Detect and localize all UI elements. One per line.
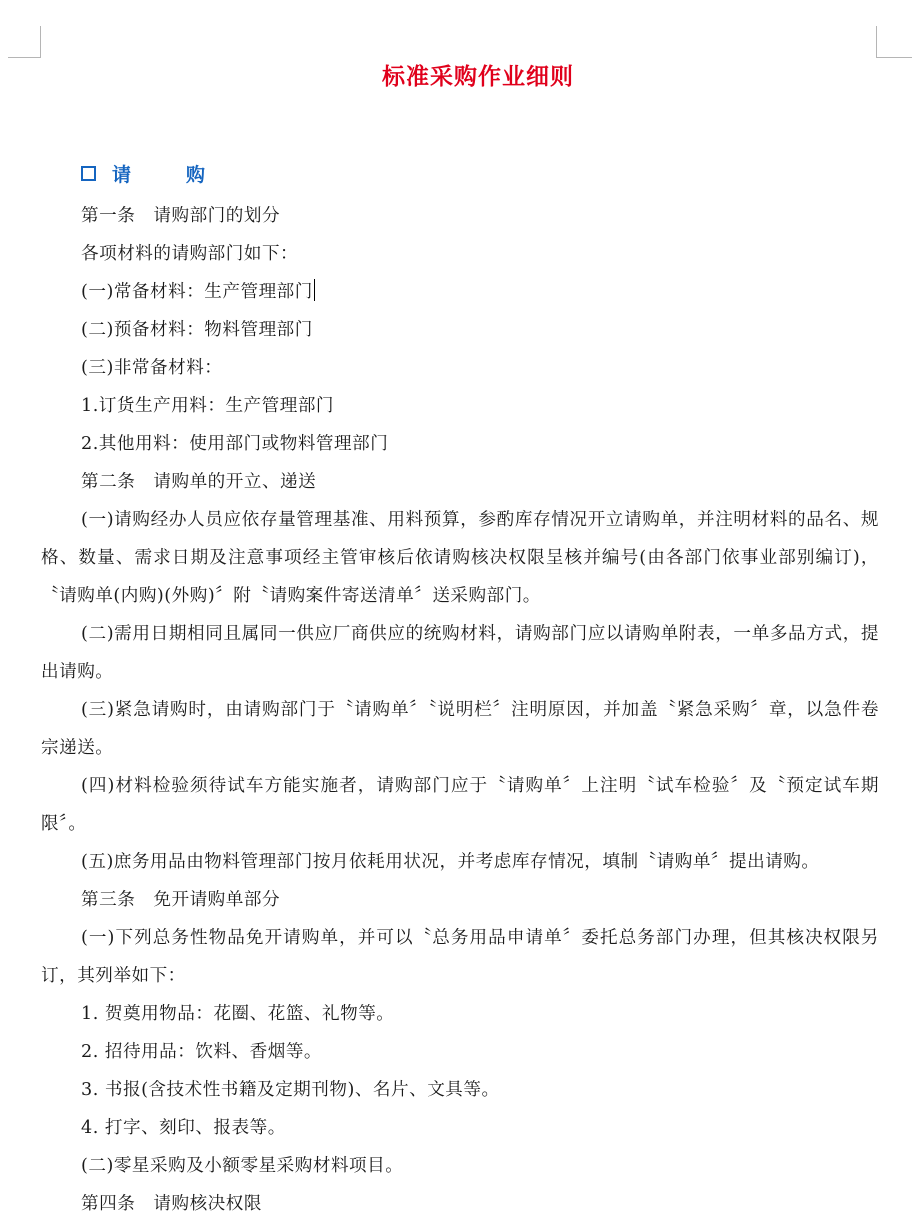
paragraph: (四)材料检验须待试车方能实施者，请购部门应于〝请购单〞上注明〝试车检验〞及〝预定试车期限〞。 bbox=[41, 776, 879, 834]
paragraph: 2. 招待用品：饮料、香烟等。 bbox=[81, 1042, 323, 1062]
paragraph: 1.订货生产用料：生产管理部门 bbox=[81, 396, 335, 416]
section-heading bbox=[81, 160, 223, 187]
paragraph-with-cursor bbox=[41, 273, 879, 311]
text-cursor bbox=[314, 279, 315, 301]
paragraph: (一)下列总务性物品免开请购单，并可以〝总务用品申请单〞委托总务部门办理，但其核决权限另订，其列举如下： bbox=[41, 928, 879, 986]
paragraph: (三)紧急请购时，由请购部门于〝请购单〞〝说明栏〞注明原因，并加盖〝紧急采购〞章，以急件卷宗递送。 bbox=[41, 700, 879, 758]
paragraph: (二)预备材料：物料管理部门 bbox=[81, 320, 313, 340]
paragraph: (三)非常备材料： bbox=[81, 358, 223, 378]
paragraph: 2.其他用料：使用部门或物料管理部门 bbox=[81, 434, 389, 454]
paragraph: 1. 贺奠用物品：花圈、花篮、礼物等。 bbox=[81, 1004, 395, 1024]
paragraph: 4. 打字、刻印、报表等。 bbox=[81, 1118, 286, 1138]
crop-mark-top-right bbox=[876, 26, 877, 58]
paragraph: (五)庶务用品由物料管理部门按月依耗用状况，并考虑库存情况，填制〝请购单〞提出请购。 bbox=[81, 852, 820, 872]
paragraph: 各项材料的请购部门如下： bbox=[81, 244, 299, 264]
paragraph-article-1: 第一条 请购部门的划分 bbox=[81, 206, 281, 226]
paragraph-article-4: 第四条 请购核决权限 bbox=[81, 1194, 262, 1214]
checkbox-square-icon bbox=[81, 166, 96, 181]
paragraph: (一)请购经办人员应依存量管理基准、用料预算，参酌库存情况开立请购单，并注明材料的品名、规格、数量、需求日期及注意事项经主管审核后依请购核决权限呈核并编号(由各部门依事业部别编订)，〝请购单(内购)(外购)〞附〝请购案件寄送清单〞送采购部门。 bbox=[41, 510, 879, 606]
paragraph-text: (一)常备材料：生产管理部门 bbox=[81, 282, 313, 302]
paragraph-article-3: 第三条 免开请购单部分 bbox=[81, 890, 281, 910]
document-body[interactable] bbox=[41, 197, 879, 1223]
crop-mark-top-left bbox=[40, 26, 41, 58]
paragraph: 3. 书报(含技术性书籍及定期刊物)、名片、文具等。 bbox=[81, 1080, 500, 1100]
document-title: 标准采购作业细则 bbox=[382, 63, 574, 90]
paragraph: (二)零星采购及小额零星采购材料项目。 bbox=[81, 1156, 404, 1176]
section-heading-text: 请 购 bbox=[112, 164, 224, 186]
paragraph: (二)需用日期相同且属同一供应厂商供应的统购材料，请购部门应以请购单附表，一单多品方式，提出请购。 bbox=[41, 624, 879, 682]
paragraph-article-2: 第二条 请购单的开立、递送 bbox=[81, 472, 317, 492]
